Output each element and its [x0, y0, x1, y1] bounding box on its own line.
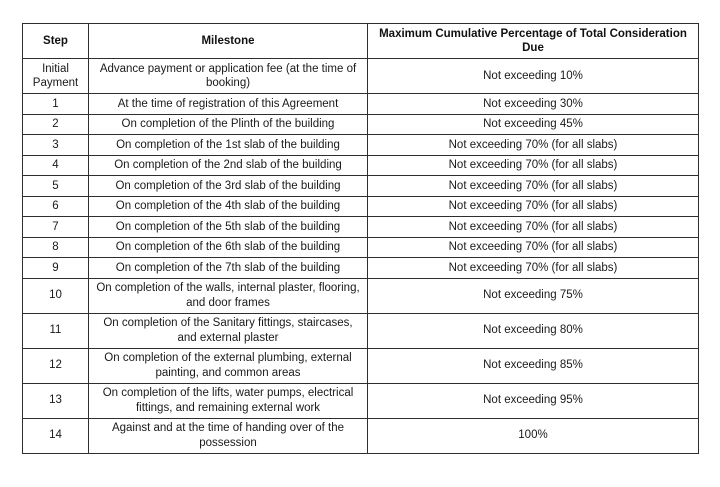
milestone-cell: At the time of registration of this Agreement	[89, 94, 368, 115]
step-cell: 4	[23, 155, 89, 176]
milestone-cell: On completion of the 2nd slab of the building	[89, 155, 368, 176]
milestone-cell: On completion of the walls, internal plaster, flooring, and door frames	[89, 278, 368, 313]
header-row	[23, 24, 699, 59]
table-row	[23, 59, 699, 94]
percentage-cell: Not exceeding 70% (for all slabs)	[368, 155, 699, 176]
milestone-cell: On completion of the lifts, water pumps, electrical fittings, and remaining external work	[89, 383, 368, 418]
table-row	[23, 94, 699, 115]
percentage-cell: Not exceeding 70% (for all slabs)	[368, 176, 699, 197]
table-row	[23, 348, 699, 383]
step-cell: 5	[23, 176, 89, 197]
table-row	[23, 114, 699, 135]
table-row	[23, 278, 699, 313]
percentage-cell: Not exceeding 75%	[368, 278, 699, 313]
milestone-cell: On completion of the 6th slab of the building	[89, 237, 368, 258]
step-cell: 8	[23, 237, 89, 258]
percentage-cell: Not exceeding 95%	[368, 383, 699, 418]
header-milestone: Milestone	[89, 24, 368, 59]
milestone-cell: On completion of the 7th slab of the building	[89, 258, 368, 279]
table-row	[23, 155, 699, 176]
table-row	[23, 383, 699, 418]
step-cell: 11	[23, 313, 89, 348]
step-cell: 2	[23, 114, 89, 135]
table-row	[23, 258, 699, 279]
percentage-cell: 100%	[368, 418, 699, 453]
percentage-cell: Not exceeding 70% (for all slabs)	[368, 217, 699, 238]
milestone-cell: On completion of the 4th slab of the building	[89, 196, 368, 217]
percentage-cell: Not exceeding 45%	[368, 114, 699, 135]
table-row	[23, 196, 699, 217]
payment-schedule-table	[22, 23, 699, 454]
table-header	[23, 24, 699, 59]
step-cell: 12	[23, 348, 89, 383]
table-row	[23, 176, 699, 197]
percentage-cell: Not exceeding 10%	[368, 59, 699, 94]
step-cell: 3	[23, 135, 89, 156]
step-cell: 7	[23, 217, 89, 238]
table-row	[23, 418, 699, 453]
percentage-cell: Not exceeding 85%	[368, 348, 699, 383]
step-cell: 1	[23, 94, 89, 115]
milestone-cell: On completion of the Plinth of the building	[89, 114, 368, 135]
milestone-cell: On completion of the 1st slab of the building	[89, 135, 368, 156]
percentage-cell: Not exceeding 70% (for all slabs)	[368, 135, 699, 156]
milestone-cell: Advance payment or application fee (at the time of booking)	[89, 59, 368, 94]
percentage-cell: Not exceeding 30%	[368, 94, 699, 115]
step-cell: 13	[23, 383, 89, 418]
step-cell: 6	[23, 196, 89, 217]
percentage-cell: Not exceeding 70% (for all slabs)	[368, 196, 699, 217]
header-step: Step	[23, 24, 89, 59]
step-cell: 10	[23, 278, 89, 313]
milestone-cell: On completion of the Sanitary fittings, staircases, and external plaster	[89, 313, 368, 348]
percentage-cell: Not exceeding 80%	[368, 313, 699, 348]
percentage-cell: Not exceeding 70% (for all slabs)	[368, 237, 699, 258]
step-cell: 9	[23, 258, 89, 279]
milestone-cell: On completion of the 5th slab of the building	[89, 217, 368, 238]
percentage-cell: Not exceeding 70% (for all slabs)	[368, 258, 699, 279]
table-row	[23, 313, 699, 348]
table-row	[23, 237, 699, 258]
milestone-cell: Against and at the time of handing over of the possession	[89, 418, 368, 453]
step-cell: 14	[23, 418, 89, 453]
milestone-cell: On completion of the 3rd slab of the building	[89, 176, 368, 197]
header-percentage: Maximum Cumulative Percentage of Total Consideration Due	[368, 24, 699, 59]
payment-schedule-body	[23, 59, 699, 454]
milestone-cell: On completion of the external plumbing, external painting, and common areas	[89, 348, 368, 383]
table-row	[23, 135, 699, 156]
table-row	[23, 217, 699, 238]
step-cell: Initial Payment	[23, 59, 89, 94]
